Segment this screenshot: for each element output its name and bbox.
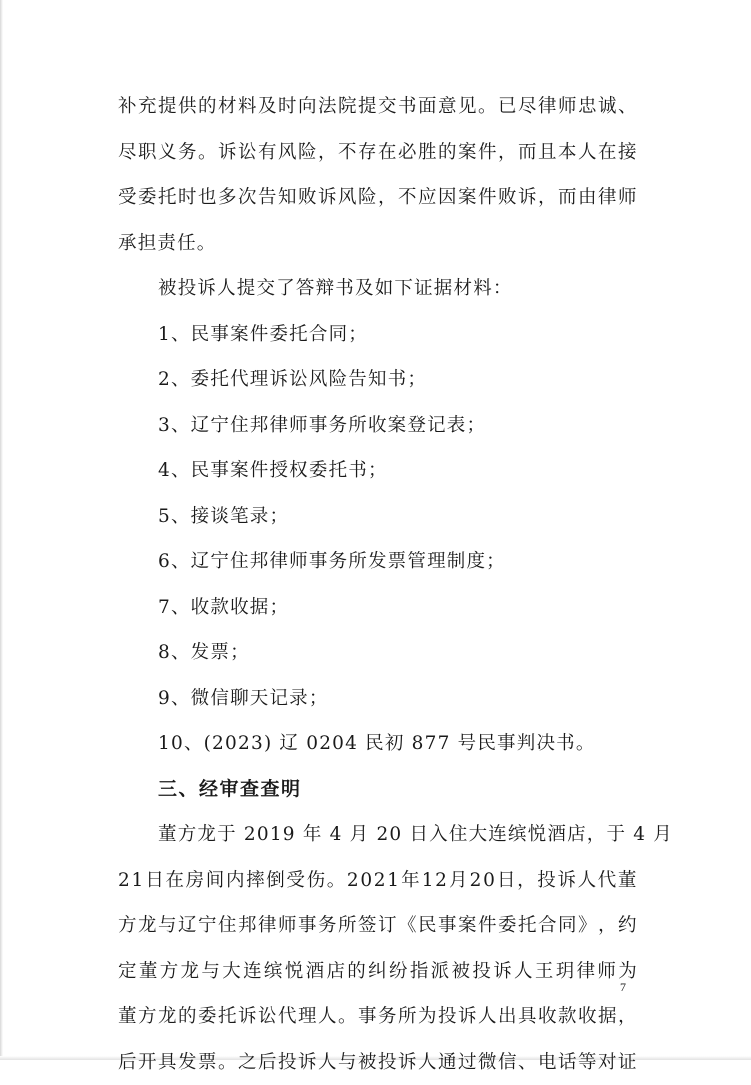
evidence-item: 6、辽宁住邦律师事务所发票管理制度； [118,539,638,585]
evidence-intro: 被投诉人提交了答辩书及如下证据材料： [118,266,638,312]
section-heading: 三、经审查查明 [118,767,638,813]
paragraph-line: 董 方 龙 的 委 托 诉 讼 代 理 人 。 事 务 所 为 投 诉 人 出 具 收 款 收 据 ， [118,994,638,1040]
document-body [118,84,638,1085]
scan-edge [0,0,3,1060]
evidence-item: 1、民事案件委托合同； [118,312,638,358]
paragraph-line: 尽 职 义 务 。 诉 讼 有 风 险 ， 不 存 在 必 胜 的 案 件 ， 而 且 本 人 在 接 [118,130,638,176]
paragraph-line: 定 董 方 龙 与 大 连 缤 悦 酒 店 的 纠 纷 指 派 被 投 诉 人 王 玥 律 师 为 [118,949,638,995]
evidence-item: 3、辽宁住邦律师事务所收案登记表； [118,403,638,449]
evidence-item: 7、收款收据； [118,585,638,631]
paragraph-line: 2 1 日 在 房 间 内 摔 倒 受 伤 。 2 0 2 1 年 1 2 月 2 0 日 ， 投 诉 人 代 董 [118,858,638,904]
paragraph-line: 后 开 具 发 票 。 之 后 投 诉 人 与 被 投 诉 人 通 过 微 信 、 电 话 等 对 证 [118,1040,638,1085]
paragraph-line: 补 充 提 供 的 材 料 及 时 向 法 院 提 交 书 面 意 见 。 已 尽 律 师 忠 诚 、 [118,84,638,130]
evidence-item: 10、(2023) 辽 0204 民初 877 号民事判决书。 [118,721,638,767]
evidence-item: 9、微信聊天记录； [118,676,638,722]
paragraph-line: 受 委 托 时 也 多 次 告 知 败 诉 风 险 ， 不 应 因 案 件 败 诉 ， 而 由 律 师 [118,175,638,221]
paragraph-line: 董方龙于 2019 年 4 月 20 日入住大连缤悦酒店，于 4 月 [118,812,638,858]
evidence-item: 2、委托代理诉讼风险告知书； [118,357,638,403]
paragraph-line: 方 龙 与 辽 宁 住 邦 律 师 事 务 所 签 订 《 民 事 案 件 委 托 合 同 》 ， 约 [118,903,638,949]
evidence-item: 5、接谈笔录； [118,494,638,540]
evidence-item: 4、民事案件授权委托书； [118,448,638,494]
paragraph-line: 承担责任。 [118,221,638,267]
evidence-item: 8、发票； [118,630,638,676]
page-number: 7 [620,980,626,995]
